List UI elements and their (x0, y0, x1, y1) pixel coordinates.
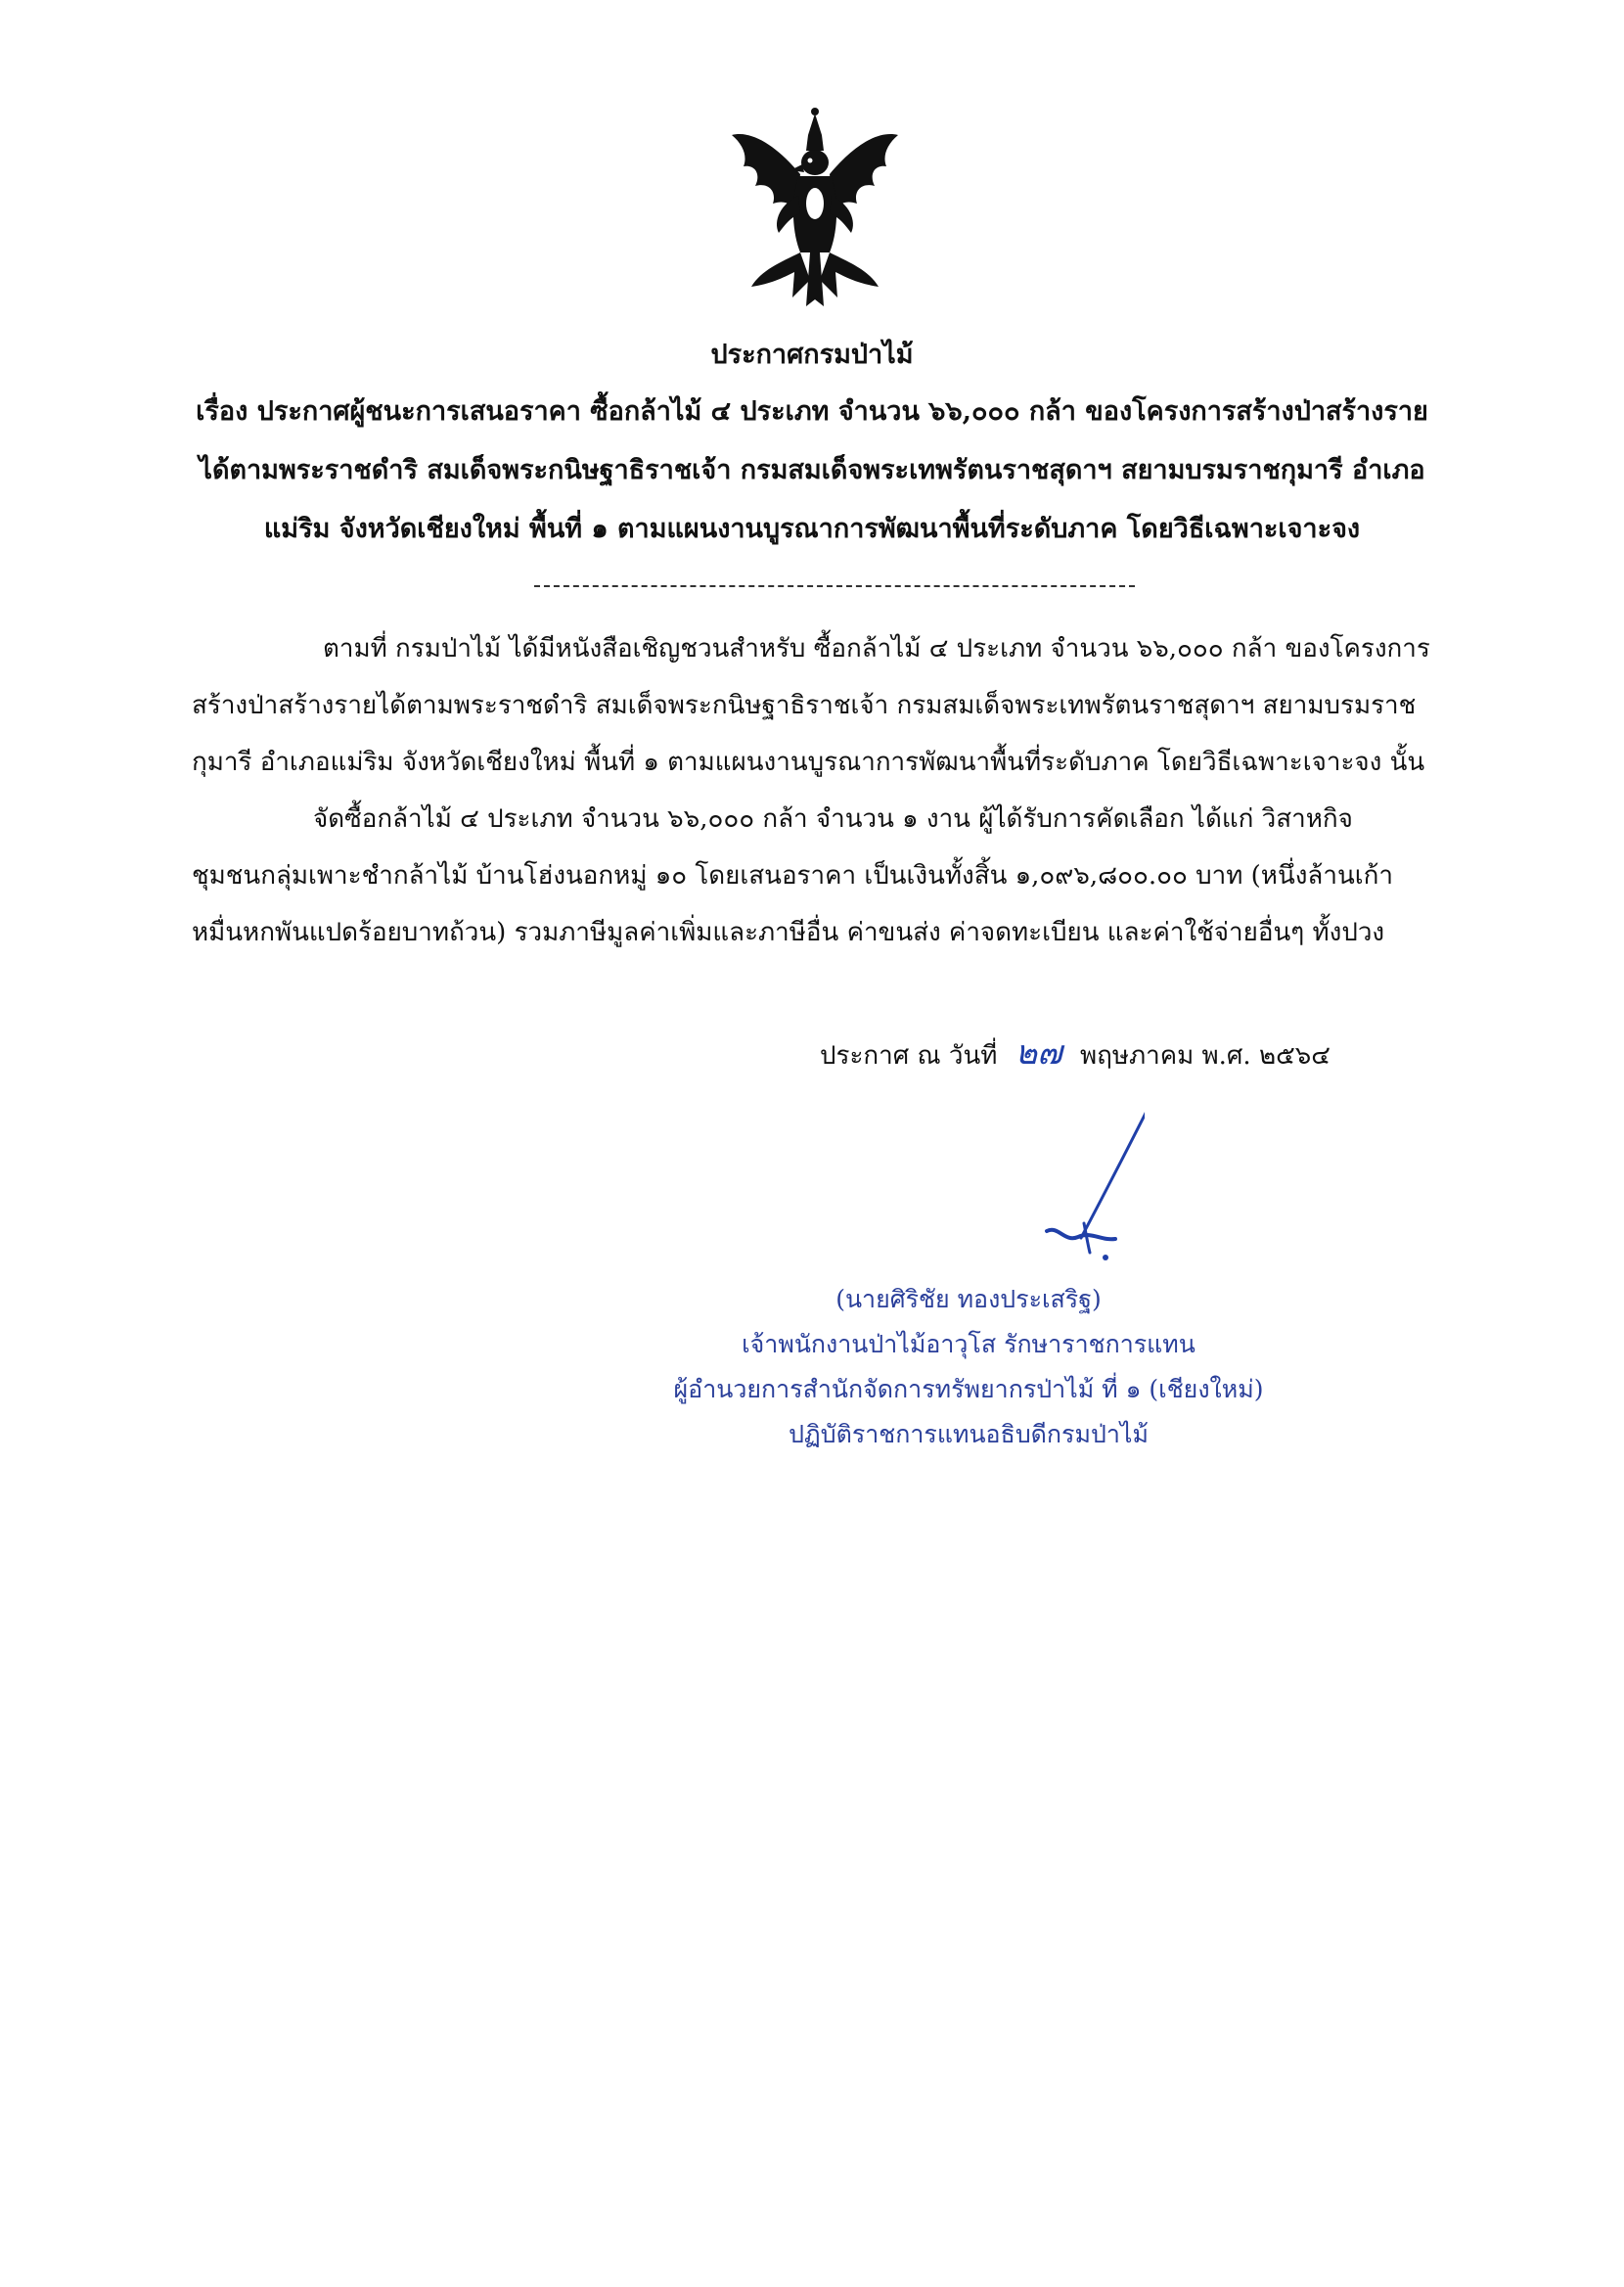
paragraph1-line2: สร้างป่าสร้างรายได้ตามพระราชดำริ สมเด็จพระกนิษฐาธิราชเจ้า กรมสมเด็จพระเทพรัตนราชสุดาฯ สยามบรมราช (192, 691, 1417, 720)
paragraph1-line1: ตามที่ กรมป่าไม้ ได้มีหนังสือเชิญชวนสำหรับ ซื้อกล้าไม้ ๔ ประเภท จำนวน ๖๖,๐๐๐ กล้า ของโครงการ (323, 634, 1430, 663)
signer-position-2: ผู้อำนวยการสำนักจัดการทรัพยากรป่าไม้ ที่ ๑ (เชียงใหม่) (673, 1375, 1264, 1403)
date-prefix: ประกาศ ณ วันที่ (820, 1041, 998, 1071)
paragraph2-line3: หมื่นหกพันแปดร้อยบาทถ้วน) รวมภาษีมูลค่าเพิ่มและภาษีอื่น ค่าขนส่ง ค่าจดทะเบียน และค่าใช้จ่ายอื่นๆ ทั้งปวง (192, 918, 1385, 947)
garuda-emblem-icon (722, 106, 908, 311)
signer-position-3: ปฏิบัติราชการแทนอธิบดีกรมป่าไม้ (789, 1420, 1149, 1448)
page-title: ประกาศกรมป่าไม้ (710, 340, 914, 370)
divider (534, 585, 1135, 587)
subject-line-1: เรื่อง ประกาศผู้ชนะการเสนอราคา ซื้อกล้าไม้ ๔ ประเภท จำนวน ๖๖,๐๐๐ กล้า ของโครงการสร้างป่าสร้างราย (196, 396, 1428, 427)
date-day-handwritten: ๒๗ (1015, 1033, 1062, 1073)
paragraph1-line3: กุมารี อำเภอแม่ริม จังหวัดเชียงใหม่ พื้นที่ ๑ ตามแผนงานบูรณาการพัฒนาพื้นที่ระดับภาค โดยวิธีเฉพาะเจาะจง นั้น (192, 748, 1425, 777)
subject-line-3: แม่ริม จังหวัดเชียงใหม่ พื้นที่ ๑ ตามแผนงานบูรณาการพัฒนาพื้นที่ระดับภาค โดยวิธีเฉพาะเจาะจง (263, 514, 1361, 544)
handwritten-signature-icon (1008, 1057, 1145, 1272)
subject-line-2: ได้ตามพระราชดำริ สมเด็จพระกนิษฐาธิราชเจ้า กรมสมเด็จพระเทพรัตนราชสุดาฯ สยามบรมราชกุมารี อำเภอ (199, 455, 1425, 485)
paragraph2-line2: ชุมชนกลุ่มเพาะชำกล้าไม้ บ้านโฮ่งนอกหมู่ ๑๐ โดยเสนอราคา เป็นเงินทั้งสิ้น ๑,๐๙๖,๘๐๐.๐๐ บาท (หนึ่งล้านเก้า (192, 861, 1393, 891)
signer-name: (นายศิริชัย ทองประเสริฐ) (835, 1285, 1102, 1313)
paragraph2-line1: จัดซื้อกล้าไม้ ๔ ประเภท จำนวน ๖๖,๐๐๐ กล้า จำนวน ๑ งาน ผู้ได้รับการคัดเลือก ได้แก่ วิสาหกิจ (313, 804, 1353, 834)
signer-position-1: เจ้าพนักงานป่าไม้อาวุโส รักษาราชการแทน (742, 1330, 1195, 1358)
date-suffix: พฤษภาคม พ.ศ. ๒๕๖๔ (1079, 1041, 1331, 1071)
